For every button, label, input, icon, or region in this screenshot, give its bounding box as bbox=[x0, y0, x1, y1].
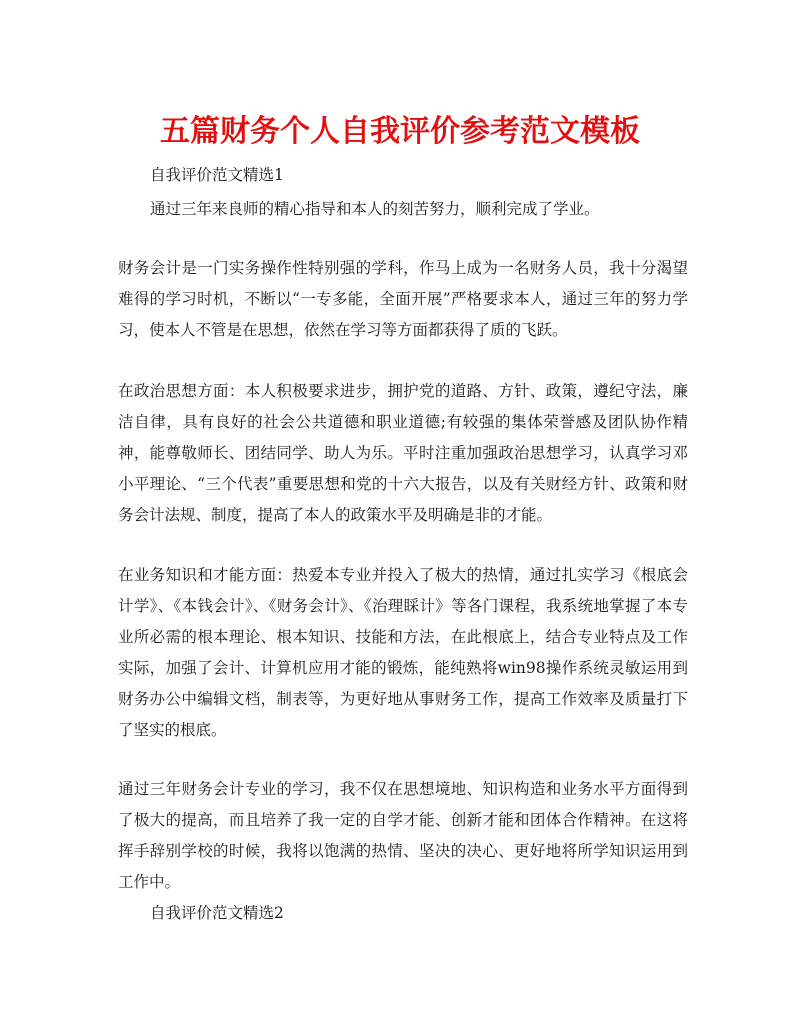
intro-paragraph: 通过三年来良师的精心指导和本人的刻苦努力，顺利完成了学业。 bbox=[150, 200, 600, 218]
paragraph-professional-skills: 在业务知识和才能方面：热爱本专业并投入了极大的热情，通过扎实学习《根底会计学》、《本钱会计》、《财务会计》、《治理睬计》等各门课程，我系统地掌握了本专业所必需的根本理论、根本知识、技能和方法，在此根底上，结合专业特点及工作实际，加强了会计、计算机应用才能的锻炼，能纯熟将win98操作系统灵敏运用到财务办公中编辑文档，制表等，为更好地从事财务工作，提高工作效率及质量打下了坚实的根底。 bbox=[118, 566, 688, 739]
section-heading-2: 自我评价范文精选2 bbox=[150, 904, 284, 922]
document-title: 五篇财务个人自我评价参考范文模板 bbox=[160, 114, 640, 149]
paragraph-summary: 通过三年财务会计专业的学习，我不仅在思想境地、知识构造和业务水平方面得到了极大的提高，而且培养了我一定的自学才能、创新才能和团体合作精神。在这将挥手辞别学校的时候，我将以饱满的热情、坚决的决心、更好地将所学知识运用到工作中。 bbox=[118, 780, 688, 891]
paragraph-finance-accounting: 财务会计是一门实务操作性特别强的学科，作马上成为一名财务人员，我十分渴望难得的学习时机，不断以“一专多能，全面开展”严格要求本人，通过三年的努力学习，使本人不管是在思想，依然在学习等方面都获得了质的飞跃。 bbox=[118, 259, 688, 339]
section-heading-1: 自我评价范文精选1 bbox=[150, 166, 284, 184]
paragraph-political-thought: 在政治思想方面：本人积极要求进步，拥护党的道路、方针、政策，遵纪守法，廉洁自律，具有良好的社会公共道德和职业道德;有较强的集体荣誉感及团队协作精神，能尊敬师长、团结同学、助人为乐。平时注重加强政治思想学习，认真学习邓小平理论、“三个代表”重要思想和党的十六大报告，以及有关财经方针、政策和财务会计法规、制度，提高了本人的政策水平及明确是非的才能。 bbox=[118, 382, 688, 524]
